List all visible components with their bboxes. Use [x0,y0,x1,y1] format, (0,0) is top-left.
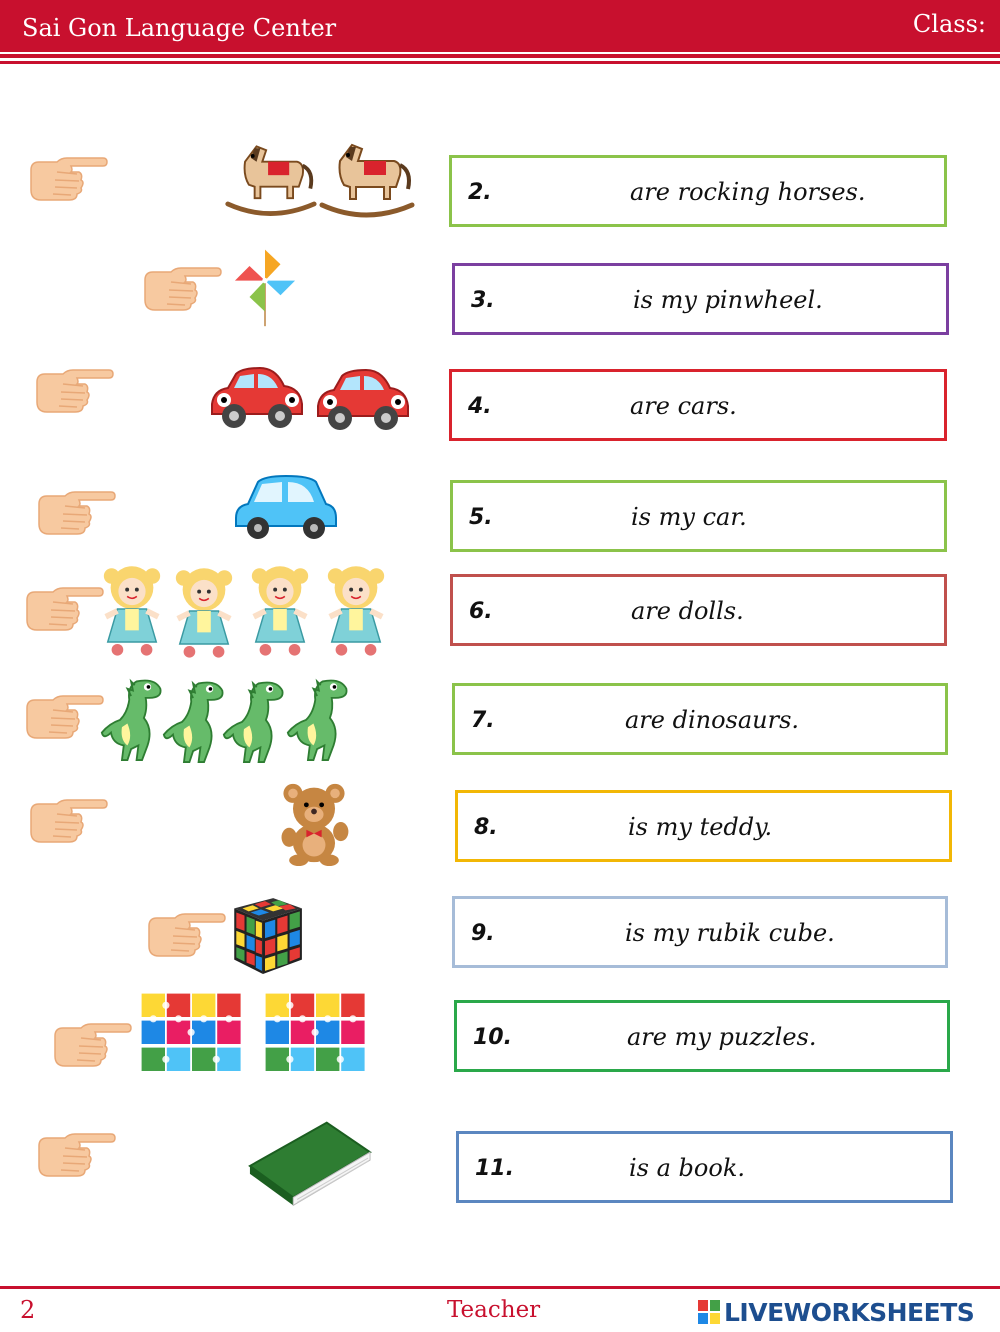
sentence-box-3 [452,263,949,335]
dinosaur-image [286,672,350,764]
sentence-box-8 [455,790,952,862]
liveworksheets-logo[interactable] [698,1296,974,1328]
pointing-hand-icon [26,798,108,844]
sentence-box-4 [449,369,947,441]
teddy-bear-image [274,780,354,866]
sentence-text: are rocking horses. [630,178,866,206]
pointing-hand-icon [32,368,114,414]
sentence-box-9 [452,896,948,968]
pointing-hand-icon [50,1022,132,1068]
doll-image [322,560,390,658]
center-name: Sai Gon Language Center [22,14,337,42]
rocking-horse-image [222,138,318,220]
doll-image [98,560,166,658]
sentence-text: are cars. [630,392,737,420]
doll-image [170,562,238,660]
class-label: Class: [912,10,986,38]
sentence-text: are my puzzles. [627,1023,817,1051]
pointing-hand-icon [26,156,108,202]
header-divider [0,61,1000,64]
red-car-image [206,364,306,434]
sentence-box-2 [449,155,947,227]
sentence-text: is my car. [631,503,747,531]
rocking-horse-image [316,138,416,220]
sentence-text: is my rubik cube. [625,919,835,947]
item-number: 2. [468,180,492,205]
item-number: 10. [473,1025,512,1050]
item-number: 9. [471,921,495,946]
rubik-cube-image [224,894,306,976]
pointing-hand-icon [144,912,226,958]
item-number: 8. [474,815,498,840]
sentence-text: is my pinwheel. [633,286,823,314]
pointing-hand-icon [34,1132,116,1178]
header-divider [0,54,1000,58]
sentence-box-6 [450,574,947,646]
pointing-hand-icon [140,266,222,312]
brand-name: LIVEWORKSHEETS [724,1297,975,1327]
pointing-hand-icon [34,490,116,536]
dinosaur-image [222,674,286,766]
teacher-label: Teacher [447,1297,541,1323]
puzzle-image [130,990,254,1080]
sentence-text: are dolls. [631,597,744,625]
sentence-text: is a book. [629,1154,745,1182]
item-number: 7. [471,708,495,733]
pointing-hand-icon [22,694,104,740]
dinosaur-image [162,674,226,766]
item-number: 5. [469,505,493,530]
header-bar [0,0,1000,52]
red-car-image [312,366,412,436]
sentence-text: are dinosaurs. [625,706,800,734]
book-image [246,1118,374,1208]
liveworksheets-logo-icon [698,1300,720,1324]
item-number: 6. [469,599,493,624]
blue-car-image [230,472,340,542]
item-number: 3. [471,288,495,313]
item-number: 11. [475,1156,514,1181]
puzzle-image [254,990,378,1080]
sentence-box-5 [450,480,947,552]
dinosaur-image [100,672,164,764]
sentence-box-11 [456,1131,953,1203]
sentence-box-7 [452,683,948,755]
page-number: 2 [20,1296,36,1324]
pointing-hand-icon [22,586,104,632]
sentence-box-10 [454,1000,950,1072]
item-number: 4. [468,394,492,419]
doll-image [246,560,314,658]
pinwheel-image [230,246,300,328]
footer-divider [0,1286,1000,1289]
sentence-text: is my teddy. [628,813,773,841]
